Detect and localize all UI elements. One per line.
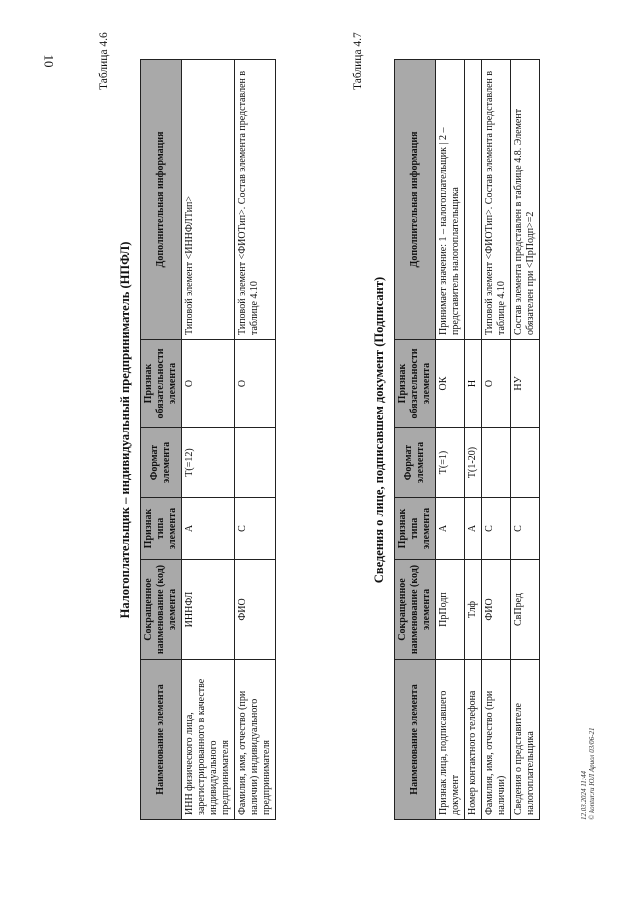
table-cell: Состав элемента представлен в таблице 4.8. Элемент обязателен при <ПрПодп>=2 xyxy=(511,60,540,340)
table-cell: Признак лица, подписавшего документ xyxy=(436,660,465,820)
table-cell: Сведения о представителе налогоплательщика xyxy=(511,660,540,820)
table-cell: Типовой элемент <ФИОТип>. Состав элемента представлен в таблице 4.10 xyxy=(235,60,276,340)
table-cell: О xyxy=(235,340,276,428)
table-cell: ПрПодп xyxy=(436,560,465,660)
table-cell xyxy=(465,60,482,340)
header-cell: Формат элемента xyxy=(395,428,436,498)
table-cell: Типовой элемент <ИННФЛТип> xyxy=(182,60,235,340)
table-cell: С xyxy=(482,498,511,560)
stamp-line: 12.03.2024 11:44 xyxy=(580,770,588,820)
table-row xyxy=(235,60,276,820)
header-cell: Сокращенное наименование (код) элемента xyxy=(141,560,182,660)
table-row xyxy=(482,60,511,820)
page-number: 10 xyxy=(41,54,57,68)
header-cell: Признак обязательности элемента xyxy=(141,340,182,428)
table-cell: А xyxy=(465,498,482,560)
table-header-row xyxy=(395,60,436,820)
table-4-6-title: Налогоплательщик – индивидуальный предприниматель (НПФЛ) xyxy=(118,241,132,619)
table-cell: Номер контактного телефона xyxy=(465,660,482,820)
table-cell: ОК xyxy=(436,340,465,428)
table-cell: А xyxy=(182,498,235,560)
table-cell: Фамилия, имя, отчество (при наличии) xyxy=(482,660,511,820)
header-cell: Дополнительная информация xyxy=(395,60,436,340)
table-cell xyxy=(511,428,540,498)
header-cell: Сокращенное наименование (код) элемента xyxy=(395,560,436,660)
header-cell: Формат элемента xyxy=(141,428,182,498)
stamp xyxy=(580,727,597,820)
table-row xyxy=(436,60,465,820)
table-cell: С xyxy=(511,498,540,560)
stamp-line: © kontur.ru ЮЛ Ариол 03/06-21 xyxy=(588,727,597,820)
table-cell: ИННФЛ xyxy=(182,560,235,660)
table-header-row xyxy=(141,60,182,820)
table-cell: Принимает значение: 1 – налогоплательщик | 2 – представитель налогоплательщика xyxy=(436,60,465,340)
header-cell: Дополнительная информация xyxy=(141,60,182,340)
table-4-7 xyxy=(394,59,540,820)
table-cell: НУ xyxy=(511,340,540,428)
table-cell xyxy=(235,428,276,498)
header-cell: Признак обязательности элемента xyxy=(395,340,436,428)
table-4-6-label: Таблица 4.6 xyxy=(98,32,110,90)
table-cell: Н xyxy=(465,340,482,428)
rotated-sheet xyxy=(80,0,640,860)
table-row xyxy=(182,60,235,820)
header-cell: Наименование элемента xyxy=(395,660,436,820)
table-cell: Тлф xyxy=(465,560,482,660)
header-cell: Признак типа элемента xyxy=(141,498,182,560)
table-cell: О xyxy=(482,340,511,428)
table-cell: T(1-20) xyxy=(465,428,482,498)
header-cell: Наименование элемента xyxy=(141,660,182,820)
table-cell: О xyxy=(182,340,235,428)
table-4-7-title: Сведения о лице, подписавшем документ (Подписант) xyxy=(372,276,386,584)
table-row xyxy=(465,60,482,820)
table-cell: Фамилия, имя, отчество (при наличии) индивидуального предпринимателя xyxy=(235,660,276,820)
table-cell xyxy=(482,428,511,498)
table-cell: T(=12) xyxy=(182,428,235,498)
table-cell: ФИО xyxy=(482,560,511,660)
table-cell: С xyxy=(235,498,276,560)
header-cell: Признак типа элемента xyxy=(395,498,436,560)
table-cell: А xyxy=(436,498,465,560)
table-cell: Типовой элемент <ФИОТип>. Состав элемента представлен в таблице 4.10 xyxy=(482,60,511,340)
table-row xyxy=(511,60,540,820)
table-cell: T(=1) xyxy=(436,428,465,498)
table-cell: ИНН физического лица, зарегистрированного в качестве индивидуального предпринимателя xyxy=(182,660,235,820)
table-4-6 xyxy=(140,59,276,820)
table-cell: СвПред xyxy=(511,560,540,660)
table-cell: ФИО xyxy=(235,560,276,660)
table-4-7-label: Таблица 4.7 xyxy=(352,32,364,90)
